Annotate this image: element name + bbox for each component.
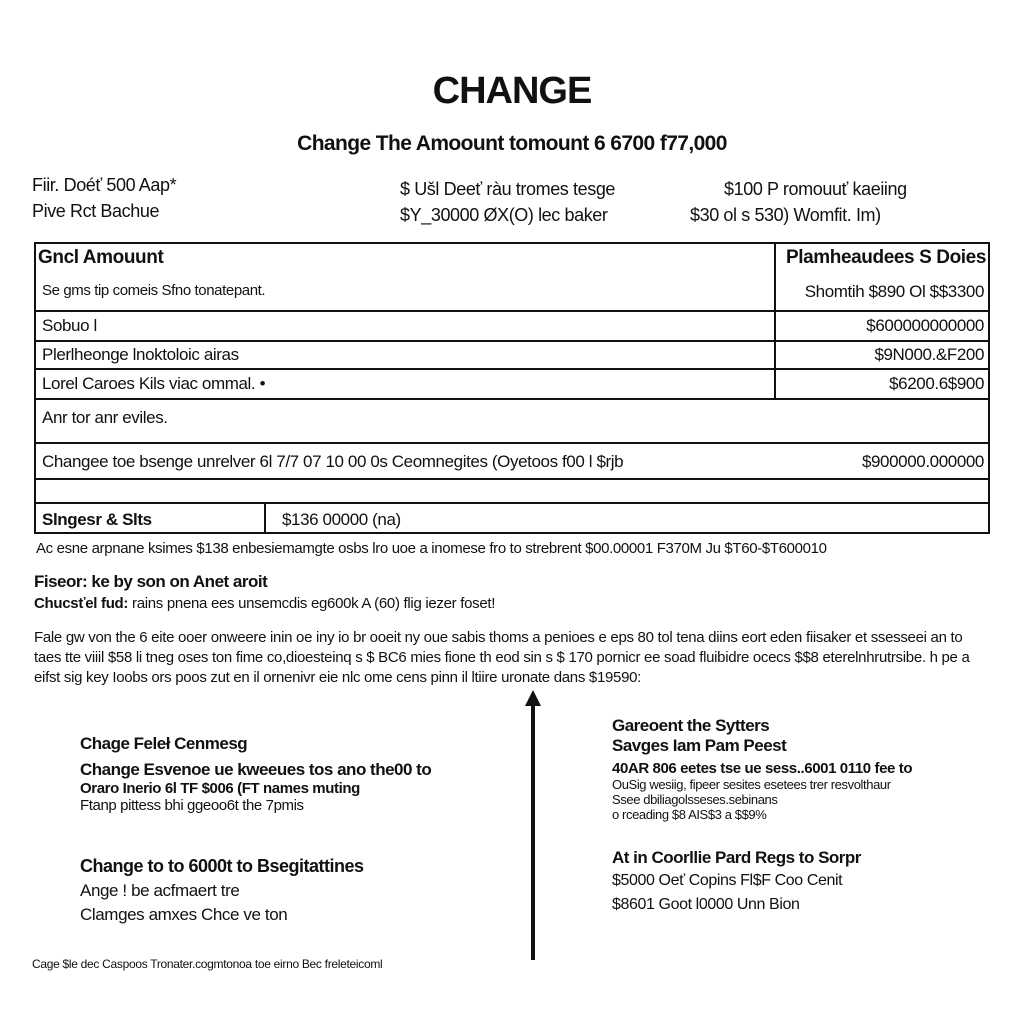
info-right-line: $30 ol s 530) Womfit. Im) <box>690 205 881 225</box>
table-footer-value: $136 00000 (na) <box>282 510 401 529</box>
table-row-value: $900000.000000 <box>861 452 984 471</box>
left-section <box>80 734 431 925</box>
note-subheading: Chucsťel fud: <box>34 595 129 612</box>
row-divider <box>36 340 988 342</box>
row-divider <box>36 442 988 444</box>
left-section-line: Oraro Inerio 6l TF $006 (FT names muting <box>80 780 360 797</box>
row-divider <box>36 398 988 400</box>
left-section-line: Ange ! be acfmaert tre <box>80 881 240 900</box>
info-left <box>32 172 176 224</box>
right-section-subtitle: Savges Iam Pam Peest <box>612 736 787 755</box>
note-subheading-rest: rains pnena ees unsemcdis eg600k A (60) flig iezer foset! <box>132 595 496 612</box>
table-row-label: Lorel Caroes Kils viac ommal. • <box>42 374 266 393</box>
footer-note: Cage $le dec Caspoos Tronater.cogmtonoa toe eirno Bec freleteicoml <box>32 957 383 971</box>
info-right-line: $100 P romouuť kaeiing <box>724 179 907 199</box>
table-row-label: Changee toe bsenge unrelver 6l 7/7 07 10 00 0s Ceomnegites (Oyetoos f00 l $rjb <box>42 452 624 471</box>
info-left-line: Fiir. Doéť 500 Aap* <box>32 175 177 195</box>
right-section-line: o rceading $8 AIS$3 a $$9% <box>612 807 767 822</box>
paragraph <box>34 628 970 688</box>
right-section-line: 40AR 806 eetes tse ue sess..6001 0110 fee to <box>612 760 913 777</box>
table-row-label: Sobuo l <box>42 316 97 335</box>
paragraph-line: Fale gw von the 6 eite ooer onweere inin oe iny io br ooeit ny oue sabis thoms a penioes e eps 80 tol tena diins eort eden fiisaker et ssesseei an to <box>34 629 963 646</box>
table-row-label: Se gms tip comeis Sfno tonatepant. <box>42 282 266 299</box>
right-section-line: $5000 Oeť Copins Fl$F Coo Cenit <box>612 872 843 889</box>
page-title: CHANGE <box>432 70 592 112</box>
column-divider <box>264 502 266 534</box>
table-footer-label: Slngesr & Slts <box>42 510 152 529</box>
vertical-divider <box>531 700 535 960</box>
table-row-label: Anr tor anr eviles. <box>42 408 168 427</box>
right-section-title: Gareoent the Sytters <box>612 716 770 735</box>
info-right <box>690 176 907 228</box>
table-row-value: $9N000.&F200 <box>874 345 984 364</box>
column-divider <box>774 244 776 399</box>
summary-line: Ac esne arpnane ksimes $138 enbesiemamgte osbs lro uoe a inomese fro to strebrent $00.00001 F370M Ju $T60-$T600010 <box>36 540 827 557</box>
right-section-line: Ssee dbiliagolsseses.sebinans <box>612 792 778 807</box>
right-section-title-2: At in Coorllie Pard Regs to Sorpr <box>612 848 861 867</box>
right-section-line: $8601 Goot l0000 Unn Bion <box>612 896 800 913</box>
table-row-value: $6200.6$900 <box>889 374 984 393</box>
table-row-value: $600000000000 <box>866 316 984 335</box>
table-header-left: Gncl Amouunt <box>38 247 164 268</box>
table-header-right: Plamheaudees S Doies <box>785 247 986 268</box>
row-divider <box>36 502 988 504</box>
info-left-line: Pive Rct Bachue <box>32 201 160 221</box>
left-section-line: Change Esvenoe ue kweeues tos ano the00 to <box>80 760 432 779</box>
info-center-line: $ Ušl Deeť ràu tromes tesge <box>400 179 616 199</box>
paragraph-line: taes tte viiil $58 li tneg oses ton fime co,dioesteinq s $ BC6 mies fione th eod sin s $ 170 pornicr ee soad fluibidre ocecs $$8 eterelnhrutrsibe. h pe a <box>34 649 970 666</box>
page-subtitle: Change The Amoount tomount 6 6700 f77,000 <box>297 132 727 155</box>
info-center <box>400 176 615 228</box>
table-row-value: Shomtih $890 Ol $$3300 <box>804 282 984 301</box>
row-divider <box>36 368 988 370</box>
left-section-line: Clamges amxes Chce ve ton <box>80 905 288 924</box>
table-row-label: Plerlheonge lnoktoloic airas <box>42 345 239 364</box>
note-heading: Fiseor: ke by son on Anet aroit <box>34 572 268 591</box>
left-section-title: Chage Feleł Cenmesg <box>80 734 248 753</box>
left-section-title-2: Change to to 6000t to Bsegitattines <box>80 856 364 876</box>
row-divider <box>36 310 988 312</box>
right-section <box>612 716 912 914</box>
info-center-line: $Y_30000 ØX(O) lec baker <box>400 205 608 225</box>
right-section-line: OuSig wesiig, fipeer sesites esetees trer resvolthaur <box>612 777 891 792</box>
left-section-line: Ftanp pittess bhi ggeoo6t the 7pmis <box>80 797 304 814</box>
amount-table <box>34 242 990 534</box>
note-line <box>34 595 495 612</box>
row-divider <box>36 478 988 480</box>
paragraph-line: eifst sig key Ioobs ors poos zut en il ornenivr eie nlc ome cens pinn il ltiire uronate dans $19590: <box>34 669 642 686</box>
